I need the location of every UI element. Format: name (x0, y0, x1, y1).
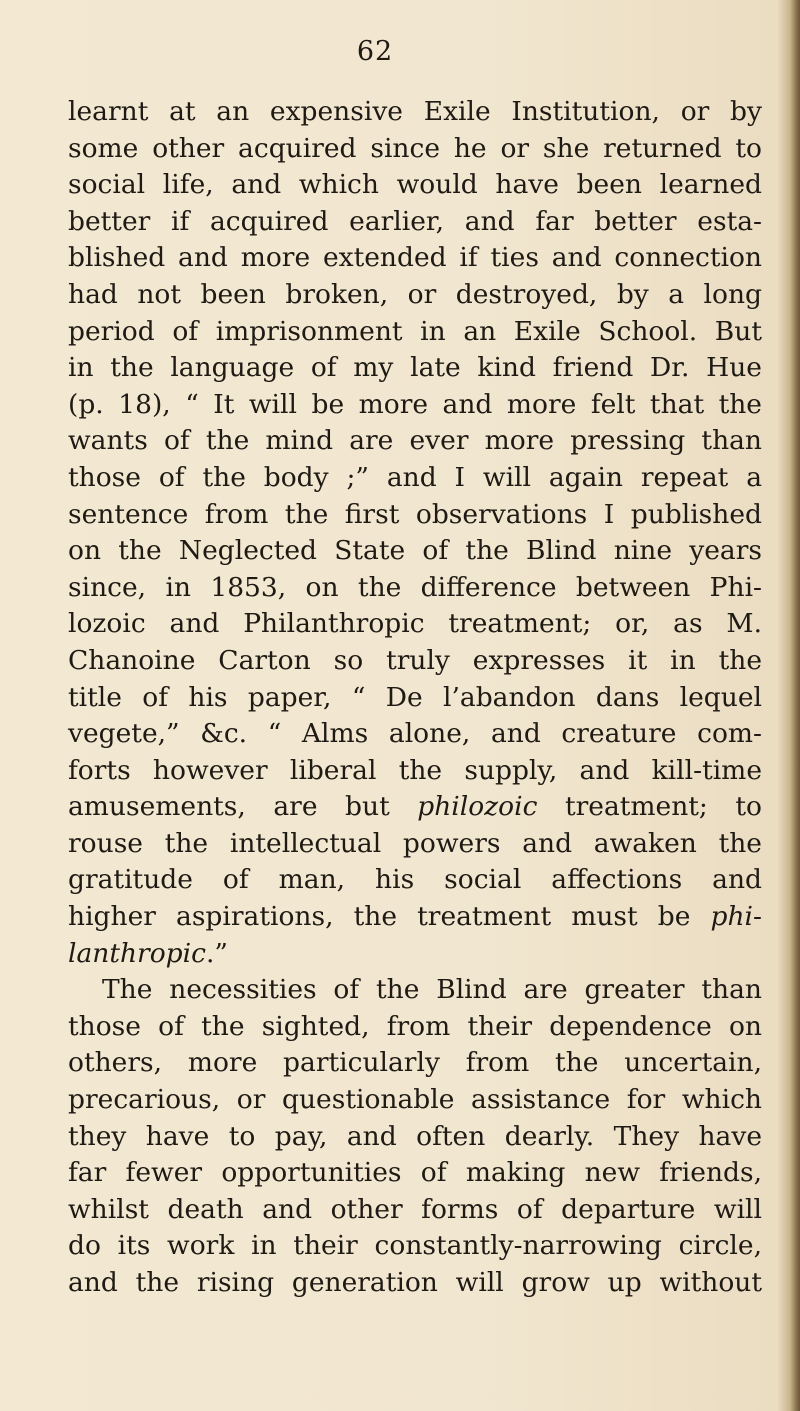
text-line: those of the body ;” and I will again repeat a (68, 461, 762, 493)
text-line: they have to pay, and often dearly. They have (68, 1120, 762, 1152)
text-line: gratitude of man, his social affections and (68, 864, 762, 896)
text-line: whilst death and other forms of departure will (68, 1193, 762, 1225)
text-line: those of the sighted, from their dependence on (68, 1010, 762, 1042)
page-number: 62 (356, 36, 394, 67)
text-segment: treatment; to (537, 791, 762, 823)
text-line: since, in 1853, on the difference between Phi- (68, 571, 762, 603)
page-binding-edge (778, 0, 800, 1411)
italic-word: lanthropic (68, 937, 206, 969)
text-line: vegete,” &c. “ Alms alone, and creature com- (68, 718, 762, 750)
text-segment: higher aspirations, the treatment must be (68, 901, 711, 933)
text-line: title of his paper, “ De l’abandon dans lequel (68, 681, 762, 713)
text-line (68, 936, 762, 973)
text-line: forts however liberal the supply, and kill-time (68, 754, 762, 786)
text-line: rouse the intellectual powers and awaken the (68, 827, 762, 859)
text-segment: amusements, are but (68, 791, 418, 823)
text-line: (p. 18), “ It will be more and more felt that the (68, 388, 762, 420)
text-line: lozoic and Philanthropic treatment; or, as M. (68, 608, 762, 640)
italic-word: philozoic (417, 791, 538, 823)
text-line: do its work in their constantly-narrowing circle, (68, 1230, 762, 1262)
text-line: Chanoine Carton so truly expresses it in the (68, 644, 762, 676)
text-line: precarious, or questionable assistance for which (68, 1084, 762, 1116)
text-line: better if acquired earlier, and far better esta- (68, 205, 762, 237)
text-line: some other acquired since he or she returned to (68, 132, 762, 164)
text-line: on the Neglected State of the Blind nine years (68, 535, 762, 567)
text-line: blished and more extended if ties and connection (68, 242, 762, 274)
text-line: wants of the mind are ever more pressing than (68, 425, 762, 457)
text-line: learnt at an expensive Exile Institution, or by (68, 96, 762, 127)
italic-word: phi- (710, 901, 762, 933)
text-line (68, 899, 762, 936)
text-line: had not been broken, or destroyed, by a long (68, 278, 762, 310)
text-line: The necessities of the Blind are greater than (102, 974, 762, 1006)
text-line: sentence from the first observations I published (68, 498, 762, 530)
text-line (68, 789, 762, 826)
text-line: in the language of my late kind friend Dr. Hue (68, 352, 762, 384)
text-line: others, more particularly from the uncertain, (68, 1047, 762, 1079)
text-line: period of imprisonment in an Exile School. But (68, 315, 762, 347)
text-line: far fewer opportunities of making new friends, (68, 1157, 762, 1189)
text-line: and the rising generation will grow up without (68, 1267, 762, 1298)
body-text (68, 94, 762, 1302)
text-line: social life, and which would have been learned (68, 169, 762, 201)
text-segment: .” (205, 937, 228, 969)
